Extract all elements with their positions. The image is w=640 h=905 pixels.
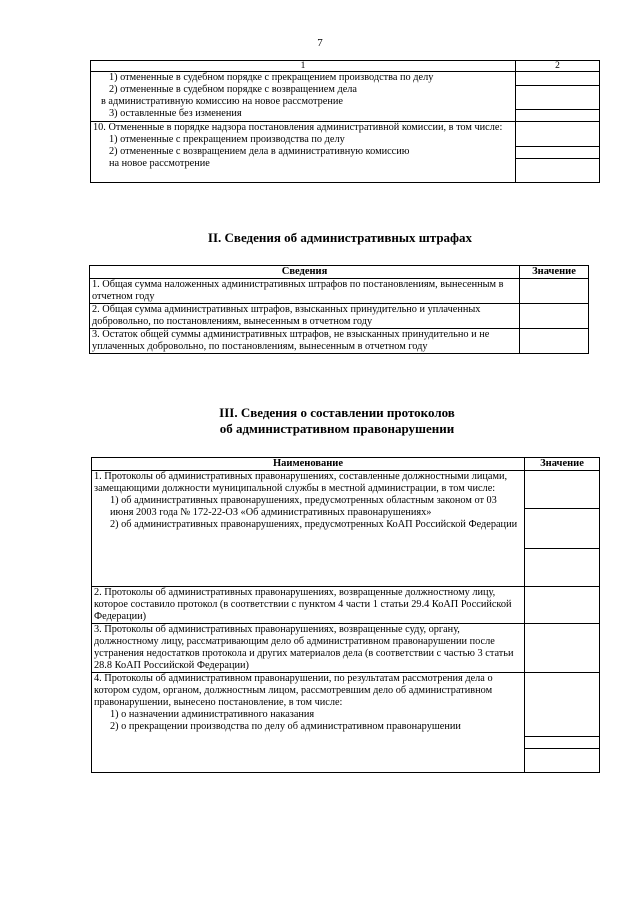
row-sub: 1) об административных правонарушениях, предусмотренных областным законом от 03 июня 2003 года № 172-22-ОЗ «Об административных правонарушениях» xyxy=(110,495,497,518)
table-row xyxy=(92,673,600,773)
row-text: 2. Протоколы об административных правонарушениях, возвращенные должностному лицу, которое составило протокол (в соответствии с пунктом 4 части 1 статьи 29.4 КоАП Российской Федерации) xyxy=(92,587,525,624)
col-header-value: Значение xyxy=(525,458,600,471)
table-row xyxy=(92,624,600,673)
col-header-1: 1 xyxy=(91,61,516,72)
table-row xyxy=(90,279,589,304)
table-row xyxy=(90,329,589,354)
col-header-value: Значение xyxy=(520,266,589,279)
value-cell[interactable] xyxy=(525,624,600,673)
table-header-row xyxy=(92,458,600,471)
col-header-info: Сведения xyxy=(90,266,520,279)
col-header-2: 2 xyxy=(516,61,600,72)
row-line: 2) отмененные в судебном порядке с возвращением дела xyxy=(109,84,357,95)
table-row xyxy=(92,471,600,587)
row-title: 1. Протоколы об административных правонарушениях, составленные должностными лицами, замещающими должности муниципальной службы в местной администрации, в том числе: xyxy=(94,471,508,494)
row-title: 4. Протоколы об административном правонарушении, по результатам рассмотрения дела о котором судом, органом, должностным лицом, рассмотревшим дело об административном правонарушении, вынесено постановление, в том числе: xyxy=(94,673,493,708)
row-line: 1) отмененные в судебном порядке с прекращением производства по делу xyxy=(109,72,434,83)
continuation-table xyxy=(90,60,600,183)
table-row xyxy=(92,587,600,624)
table-header-row xyxy=(90,266,589,279)
row-text: 1. Общая сумма наложенных административных штрафов по постановлениям, вынесенным в отчетном году xyxy=(90,279,520,304)
row-line: 1) отмененные с прекращением производства по делу xyxy=(109,134,345,145)
value-cell[interactable] xyxy=(516,72,600,122)
row-text: 2. Общая сумма административных штрафов, взысканных принудительно и уплаченных добровольно, по постановлениям, вынесенным в отчетном году xyxy=(90,304,520,329)
value-cell[interactable] xyxy=(525,587,600,624)
row-line: 3) оставленные без изменения xyxy=(109,108,242,119)
fines-table xyxy=(89,265,589,354)
row-line: 2) отмененные с возвращением дела в административную комиссию xyxy=(109,146,410,157)
row-text: 3. Протоколы об административных правонарушениях, возвращенные суду, органу, должностному лицу, рассматривающим дело об административном правонарушении после устранения недостатков протокола и других материалов дела (в соответствии с частью 3 статьи 28.8 КоАП Российской Федерации) xyxy=(92,624,525,673)
col-header-name: Наименование xyxy=(92,458,525,471)
section-3-title-line1: III. Сведения о составлении протоколов xyxy=(219,405,455,420)
value-cell[interactable] xyxy=(520,304,589,329)
page-number: 7 xyxy=(317,37,323,49)
row-sub: 1) о назначении административного наказания xyxy=(110,709,315,720)
table-header-row xyxy=(91,61,600,72)
row-title: 10. Отмененные в порядке надзора постановления административной комиссии, в том числе: xyxy=(93,122,503,133)
row-line: на новое рассмотрение xyxy=(109,158,210,169)
value-cell[interactable] xyxy=(520,279,589,304)
table-row xyxy=(90,304,589,329)
protocols-table xyxy=(91,457,600,773)
value-cell[interactable] xyxy=(525,673,600,773)
table-row xyxy=(91,72,600,122)
section-3-title-line2: об административном правонарушении xyxy=(219,421,455,436)
row-text: 3. Остаток общей суммы административных штрафов, не взысканных принудительно и не уплаченных добровольно, по постановлениям, вынесенным в отчетном году xyxy=(90,329,520,354)
row-sub: 2) о прекращении производства по делу об административном правонарушении xyxy=(110,721,461,732)
table-row xyxy=(91,122,600,183)
value-cell[interactable] xyxy=(520,329,589,354)
value-cell[interactable] xyxy=(516,122,600,183)
row-sub: 2) об административных правонарушениях, предусмотренных КоАП Российской Федерации xyxy=(110,519,518,530)
value-cell[interactable] xyxy=(525,471,600,587)
section-2-title: II. Сведения об административных штрафах xyxy=(207,230,473,245)
row-line: в административную комиссию на новое рассмотрение xyxy=(101,96,343,107)
